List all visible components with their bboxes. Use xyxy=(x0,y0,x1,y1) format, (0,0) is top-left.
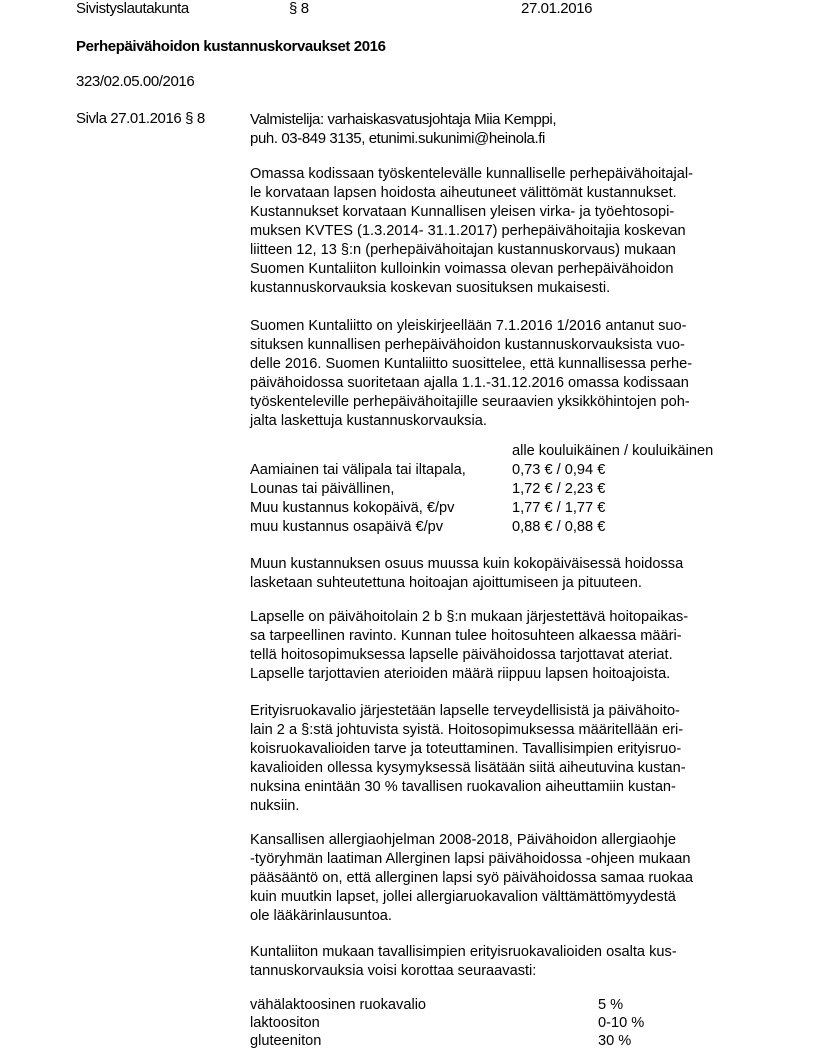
cost-table-header-label: alle kouluikäinen / kouluikäinen xyxy=(512,443,714,459)
diet-row xyxy=(250,1032,644,1050)
header-board: Sivistyslautakunta xyxy=(76,0,189,17)
cost-label: Muu kustannus kokopäivä, €/pv xyxy=(250,500,455,516)
cost-row xyxy=(250,461,713,480)
document-title: Perhepäivähoidon kustannuskorvaukset 2016 xyxy=(76,38,386,55)
paragraph-line: Erityisruokavalio järjestetään lapselle terveydellisistä ja päivähoito- xyxy=(250,703,680,719)
paragraph-recommendation xyxy=(250,317,750,431)
diet-label: vähälaktoosinen ruokavalio xyxy=(250,997,427,1013)
cost-label: Lounas tai päivällinen, xyxy=(250,481,395,497)
paragraph-line: Kansallisen allergiaohjelman 2008-2018, Päivähoidon allergiaohje xyxy=(250,832,676,848)
cost-table-header xyxy=(250,442,713,461)
paragraph-line: nuksiin. xyxy=(250,798,300,814)
diet-value: 5 % xyxy=(598,997,624,1013)
paragraph-line: kuin muutkin lapset, jollei allergiaruokavalion välttämättömyydestä xyxy=(250,889,676,905)
cost-value: 1,72 € / 2,23 € xyxy=(512,481,606,497)
cost-row xyxy=(250,518,713,537)
paragraph-line: tannuskorvauksia voisi korottaa seuraavasti: xyxy=(250,963,537,979)
paragraph-line: kavalioiden ollessa kysymyksessä lisätään siitä aiheutuvina kustan- xyxy=(250,760,686,776)
paragraph-line: -työryhmän laatiman Allerginen lapsi päivähoidossa -ohjeen mukaan xyxy=(250,851,691,867)
cost-row xyxy=(250,480,713,499)
paragraph-line: koisruokavalioiden tarve ja toteuttaminen. Tavallisimpien erityisruo- xyxy=(250,741,682,757)
paragraph-line: Kustannukset korvataan Kunnallisen yleisen virka- ja työehtosopi- xyxy=(250,204,675,220)
paragraph-line: Suomen Kuntaliiton kulloinkin voimassa olevan perhepäivähoidon xyxy=(250,261,674,277)
paragraph-line: tellä hoitosopimuksessa lapselle päivähoidossa tarjottavat ateriat. xyxy=(250,647,673,663)
paragraph-line: Omassa kodissaan työskentelevälle kunnalliselle perhepäivähoitajal- xyxy=(250,166,693,182)
cost-label: muu kustannus osapäivä €/pv xyxy=(250,519,444,535)
paragraph-line: lain 2 a §:stä johtuvista syistä. Hoitosopimuksessa määritellään eri- xyxy=(250,722,684,738)
cost-row xyxy=(250,499,713,518)
preparer-info xyxy=(250,110,556,148)
paragraph-special-diet xyxy=(250,702,750,816)
paragraph-line: Lapselle tarjottavien aterioiden määrä riippuu lapsen hoitoajoista. xyxy=(250,666,671,682)
preparer-line: Valmistelija: varhaiskasvatusjohtaja Miia Kemppi, xyxy=(250,111,557,128)
header-section: § 8 xyxy=(289,0,309,17)
paragraph-other-costs xyxy=(250,555,750,593)
diet-value: 0-10 % xyxy=(598,1015,645,1031)
paragraph-nutrition xyxy=(250,608,750,684)
diet-label: gluteeniton xyxy=(250,1033,322,1049)
paragraph-diet-increase xyxy=(250,943,750,981)
cost-value: 0,88 € / 0,88 € xyxy=(512,519,606,535)
paragraph-allergy xyxy=(250,831,750,926)
meeting-reference: Sivla 27.01.2016 § 8 xyxy=(76,110,205,127)
paragraph-line: Kuntaliiton mukaan tavallisimpien erityisruokavalioiden osalta kus- xyxy=(250,944,677,960)
paragraph-line: kustannuskorvauksia koskevan suosituksen mukaisesti. xyxy=(250,280,611,296)
paragraph-line: liitteen 12, 13 §:n (perhepäivähoitajan kustannuskorvaus) mukaan xyxy=(250,242,676,258)
diet-value: 30 % xyxy=(598,1033,632,1049)
paragraph-line: työskenteleville perhepäivähoitajille seuraavien yksikköhintojen poh- xyxy=(250,394,690,410)
cost-table xyxy=(250,442,713,537)
paragraph-line: Suomen Kuntaliitto on yleiskirjeellään 7.1.2016 1/2016 antanut suo- xyxy=(250,318,687,334)
cost-value: 1,77 € / 1,77 € xyxy=(512,500,606,516)
paragraph-line: delle 2016. Suomen Kuntaliitto suosittelee, että kunnallisessa perhe- xyxy=(250,356,693,372)
document-number: 323/02.05.00/2016 xyxy=(76,73,195,90)
paragraph-line: situksen kunnallisen perhepäivähoidon kustannuskorvauksista vuo- xyxy=(250,337,685,353)
paragraph-line: muksen KVTES (1.3.2014- 31.1.2017) perhepäivähoitajia koskevan xyxy=(250,223,686,239)
cost-value: 0,73 € / 0,94 € xyxy=(512,462,606,478)
preparer-contact: puh. 03-849 3135, etunimi.sukunimi@heinola.fi xyxy=(250,130,545,147)
diet-table xyxy=(250,996,644,1050)
diet-row xyxy=(250,1014,644,1032)
cost-label: Aamiainen tai välipala tai iltapala, xyxy=(250,462,466,478)
diet-label: laktoositon xyxy=(250,1015,320,1031)
paragraph-line: sa tarpeellinen ravinto. Kunnan tulee hoitosuhteen alkaessa määri- xyxy=(250,628,682,644)
paragraph-line: Muun kustannuksen osuus muussa kuin kokopäiväisessä hoidossa xyxy=(250,556,684,572)
paragraph-line: päivähoidossa suoritetaan ajalla 1.1.-31.12.2016 omassa kodissaan xyxy=(250,375,689,391)
paragraph-line: lasketaan suhteutettuna hoitoajan ajoittumiseen ja pituuteen. xyxy=(250,575,642,591)
paragraph-intro xyxy=(250,165,750,298)
paragraph-line: nuksina enintään 30 % tavallisen ruokavalion aiheuttamiin kustan- xyxy=(250,779,676,795)
paragraph-line: ole lääkärinlausuntoa. xyxy=(250,908,392,924)
diet-row xyxy=(250,996,644,1014)
paragraph-line: pääsääntö on, että allerginen lapsi syö päivähoidossa samaa ruokaa xyxy=(250,870,693,886)
paragraph-line: le korvataan lapsen hoidosta aiheutuneet välittömät kustannukset. xyxy=(250,185,677,201)
paragraph-line: Lapselle on päivähoitolain 2 b §:n mukaan järjestettävä hoitopaikas- xyxy=(250,609,689,625)
header-date: 27.01.2016 xyxy=(521,0,593,17)
paragraph-line: jalta laskettuja kustannuskorvauksia. xyxy=(250,413,487,429)
